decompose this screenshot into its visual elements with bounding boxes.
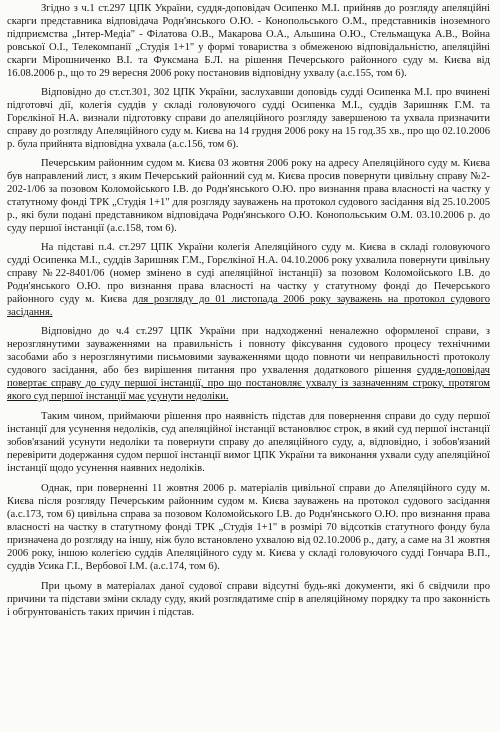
paragraph-4-text: На підставі п.4. ст.297 ЦПК України колегія Апеляційного суду м. Києва в складі головуючого судді Осипенка М.І., суддів Заришняк Г.М., Горєлкіної Н.А. 04.10.2006 року ухвалила повернути цивільну справу №22-8401/06 (номер змінено в суді апеляційної інстанції) за позовом Коломойського І.В. до Родн'янського О.Ю. про визнання права власності на частку у статутному фонді до Печерського районного суду м. Києва xyxy=(7,242,490,305)
paragraph-8-text: При цьому в матеріалах даної судової справи відсутні будь-які документи, які б свідчили про причини та підстави зміни складу суду, який розглядатиме спір в апеляційному порядку та про законність і обгрунтованість таких причин і підстав. xyxy=(7,581,490,618)
paragraph-5 xyxy=(7,325,490,403)
paragraph-8 xyxy=(7,580,490,619)
paragraph-4 xyxy=(7,241,490,319)
paragraph-2-text: Відповідно до ст.ст.301, 302 ЦПК України, заслухавши доповідь судді Осипенка М.І. про вчинені підготовчі дії, колегія суддів у складі головуючого судді Осипенка М.І., суддів Заришняк Г.М. та Горєлкіної Н.А. визнали підготовку справи до апеляційного розгляду завершеною та ухвала призначити справу до розгляду Апеляційного суду м. Києва на 14 грудня 2006 року на 15 год.35 хв., про що 02.10.2006 р. була прийнята відповідна ухвала (а.с.156, том 6). xyxy=(7,87,490,150)
paragraph-6 xyxy=(7,410,490,475)
paragraph-5-text: Відповідно до ч.4 ст.297 ЦПК України при надходженні неналежно оформленої справи, з нерозглянутими зауваженнями на правильність і повноту фіксування судового процесу технічними засобами або з нерозглянутими письмовими зауваженнями щодо повноти чи неправильності протоколу судового засідання, або без вирішення питання про ухвалення додаткового рішення xyxy=(7,326,490,376)
paragraph-4-underlined-text: для розгляду до 01 листопада 2006 року зауважень на протокол судового засідання. xyxy=(7,294,491,318)
paragraph-3-text: Печерським районним судом м. Києва 03 жовтня 2006 року на адресу Апеляційного суду м. Києва був направлений лист, з яким Печерський районний суд м. Києва просив повернути цивільну справу №2-202-1/06 за позовом Коломойського І.В. до Родн'янського О.Ю. про визнання права власності на частку у статутному фонді ТРК „Студія 1+1" для розгляду зауважень на протокол судового засідання від 25.10.2005 р., які були подані представником відповідача Родн'янського О.Ю. Конопольським О.М. 03.10.2006 р. до суду першої інстанції (а.с.158, том 6). xyxy=(7,158,490,234)
paragraph-7-text: Однак, при поверненні 11 жовтня 2006 р. матеріалів цивільної справи до Апеляційного суду м. Києва після розгляду Печерським районним судом м. Києва зауважень на протокол судового засідання (а.с.173, том 6) цивільна справа за позовом Коломойського І.В. до Родн'янського О.Ю. про визнання права власності на частку в статутному фонді ТРК „Студія 1+1" в розмірі 70 відсотків статутного фонду була призначена до розгляду на іншу, ніж було встановлено ухвалою від 02.10.2006 р., дату, а саме на 31 жовтня 2006 року, іншою колегією суддів Апеляційного суду м. Києва у складі головуючого судді Гончара В.П., суддів Усика Г.І., Вербової І.М. (а.с.174, том 6). xyxy=(7,483,490,572)
paragraph-7 xyxy=(7,482,490,573)
paragraph-6-text: Таким чином, приймаючи рішення про наявність підстав для повернення справи до суду першої інстанції для усунення недоліків, суд апеляційної інстанції встановлює строк, в який суд першої інстанції зобов'язаний усунути недоліки та повернути справу до апеляційного суду, а, відповідно, і зобов'язаний перевірити додержання судом першої інстанції вимог ЦПК України та виконання ухвали суду апеляційної інстанції щодо усунення наявних недоліків. xyxy=(7,411,490,474)
paragraph-1-text: Згідно з ч.1 ст.297 ЦПК України, суддя-доповідач Осипенко М.І. прийняв до розгляду апеляційні скарги представника відповідача Родн'янського О.Ю. - Конопольського О.М., представників іноземного підприємства „Інтер-Медіа" - Філатова О.В., Макарова О.А., Альшина О.Ю., Стельмащука А.В., Война ровської О.І., Телекомпанії „Студія 1+1" у формі товариства з обмеженою відповідальністю, апеляційні скарги Мірошниченко В.І. та Фуксмана Б.Л. на рішення Печерського районного суду м. Києва від 16.08.2006 р., що то 29 вересня 2006 року постановив відповідну ухвалу (а.с.155, том 6). xyxy=(7,3,490,79)
paragraph-2 xyxy=(7,86,490,151)
paragraph-3 xyxy=(7,157,490,235)
paragraph-5-underlined-text: суддя-доповідач повертає справу до суду першої інстанції, про що постановляє ухвалу із зазначенням строку, протягом якого суд першої інстанції має усунути недоліки. xyxy=(7,365,490,402)
paragraph-1 xyxy=(7,2,490,80)
